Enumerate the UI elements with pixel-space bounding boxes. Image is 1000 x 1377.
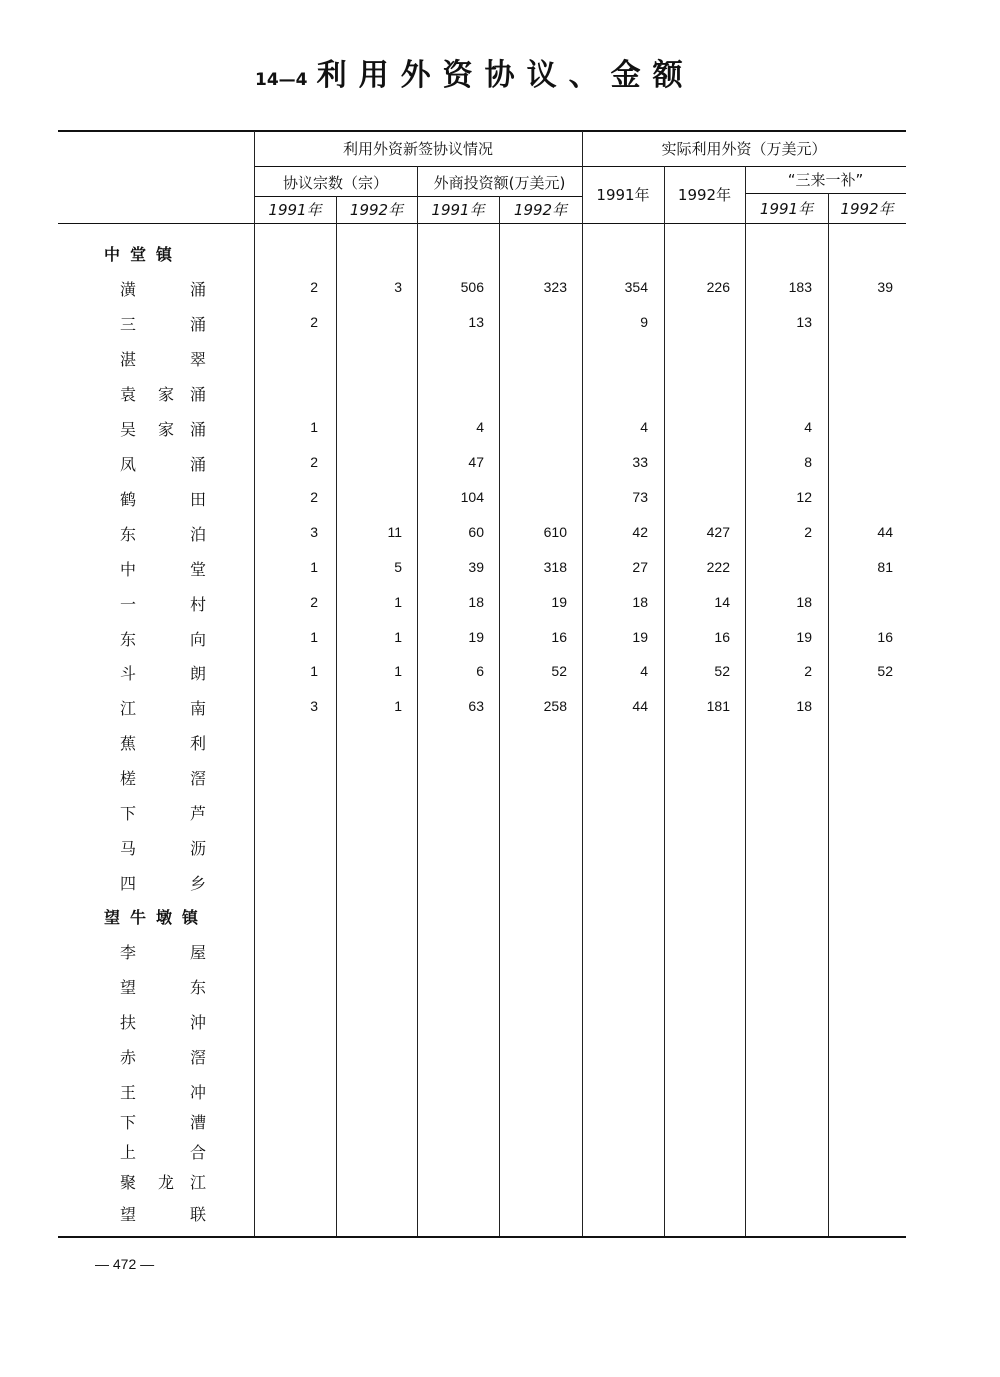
table-cell: 104 [460, 489, 484, 505]
row-name-char: 江 [120, 699, 137, 718]
header-new-agreements: 利用外资新签协议情况 [342, 140, 493, 158]
row-name-char: 沖 [190, 1013, 207, 1032]
table-cell: 18 [796, 594, 812, 610]
header-rule-years [254, 196, 582, 197]
table-cell: 1 [394, 663, 402, 679]
table-cell: 258 [543, 698, 567, 714]
row-name-char: 凤 [120, 455, 137, 474]
table-cell: 9 [640, 314, 648, 330]
section-label: 望牛墩镇 [104, 908, 209, 927]
row-name-char: 马 [120, 839, 137, 858]
table-cell: 1 [310, 663, 318, 679]
table-cell: 222 [706, 559, 730, 575]
header-invest-1991: 1991年 [431, 201, 485, 219]
row-name-char: 合 [190, 1143, 207, 1162]
table-cell: 19 [632, 629, 648, 645]
table-cell: 610 [543, 524, 567, 540]
column-rule-actual-1992 [664, 166, 665, 1236]
row-name-char: 涌 [190, 385, 207, 404]
header-invest-1992: 1992年 [513, 201, 568, 219]
page-number: — 472 — [95, 1256, 155, 1272]
table-cell: 2 [310, 314, 318, 330]
table-cell: 18 [632, 594, 648, 610]
row-name-char: 湛 [120, 350, 137, 369]
table-cell: 2 [310, 279, 318, 295]
column-rule-invest-1992 [499, 196, 500, 1236]
header-actual-use: 实际利用外资（万美元） [661, 140, 827, 158]
table-cell: 44 [632, 698, 648, 714]
table-cell: 1 [310, 559, 318, 575]
header-agreement-count: 协议宗数（宗） [282, 174, 388, 192]
table-cell: 2 [310, 489, 318, 505]
row-name-char: 四 [120, 874, 137, 893]
table-cell: 354 [624, 279, 648, 295]
row-name-char: 江 [190, 1173, 207, 1192]
table-cell: 39 [877, 279, 893, 295]
row-name-char: 龙 [158, 1173, 175, 1192]
column-rule-actual [582, 131, 583, 1236]
header-sanlai-1992: 1992年 [840, 200, 894, 218]
table-cell: 1 [394, 629, 402, 645]
row-name-char: 泊 [190, 525, 207, 544]
table-cell: 4 [640, 419, 648, 435]
table-cell: 3 [310, 698, 318, 714]
table-cell: 506 [460, 279, 484, 295]
table-cell: 27 [632, 559, 648, 575]
table-cell: 42 [632, 524, 648, 540]
row-name-char: 家 [158, 385, 175, 404]
header-bottom-rule [58, 223, 906, 224]
row-name-char: 下 [120, 804, 137, 823]
column-rule-sanlai-1992 [828, 193, 829, 1236]
row-name-char: 鹤 [120, 490, 137, 509]
table-cell: 47 [468, 454, 484, 470]
table-cell: 4 [640, 663, 648, 679]
row-name-char: 沥 [190, 839, 207, 858]
row-name-char: 利 [190, 734, 207, 753]
row-name-char: 漕 [190, 1113, 207, 1132]
row-name-char: 南 [190, 699, 207, 718]
row-name-char: 堂 [190, 560, 207, 579]
row-name-char: 东 [120, 525, 137, 544]
table-cell: 4 [476, 419, 484, 435]
row-name-char: 望 [120, 978, 137, 997]
row-name-char: 潢 [120, 280, 137, 299]
row-name-char: 涌 [190, 455, 207, 474]
row-name-char: 中 [120, 560, 137, 579]
row-name-char: 一 [120, 595, 137, 614]
table-cell: 2 [310, 594, 318, 610]
table-cell: 18 [468, 594, 484, 610]
section-label: 中堂镇 [104, 245, 183, 264]
row-name-char: 家 [158, 420, 175, 439]
row-name-char: 蕉 [120, 734, 137, 753]
table-cell: 1 [310, 419, 318, 435]
header-count-1992: 1992年 [349, 201, 404, 219]
row-name-char: 翠 [190, 350, 207, 369]
table-cell: 11 [387, 524, 402, 540]
table-cell: 44 [877, 524, 893, 540]
table-cell: 19 [796, 629, 812, 645]
header-actual-1991: 1991年 [596, 186, 650, 204]
table-cell: 73 [632, 489, 648, 505]
table-cell: 33 [632, 454, 648, 470]
row-name-char: 向 [190, 630, 207, 649]
table-cell: 1 [394, 594, 402, 610]
table-cell: 52 [714, 663, 730, 679]
row-name-char: 袁 [120, 385, 137, 404]
header-rule-sanlai [745, 193, 906, 194]
row-name-char: 斗 [120, 664, 137, 683]
table-cell: 318 [543, 559, 567, 575]
column-rule-invest [417, 166, 418, 1236]
table-cell: 81 [877, 559, 893, 575]
row-name-char: 田 [190, 490, 207, 509]
row-name-char: 下 [120, 1113, 137, 1132]
row-name-char: 村 [190, 595, 207, 614]
table-cell: 19 [551, 594, 567, 610]
table-cell: 5 [394, 559, 402, 575]
row-name-char: 联 [190, 1205, 207, 1224]
table-cell: 6 [476, 663, 484, 679]
table-cell: 1 [394, 698, 402, 714]
table-cell: 52 [877, 663, 893, 679]
table-cell: 8 [804, 454, 812, 470]
row-name-char: 冲 [190, 1083, 207, 1102]
row-name-char: 赤 [120, 1048, 137, 1067]
table-cell: 181 [706, 698, 730, 714]
table-cell: 226 [706, 279, 730, 295]
row-name-char: 李 [120, 943, 137, 962]
table-cell: 13 [796, 314, 812, 330]
row-name-char: 涌 [190, 315, 207, 334]
header-sanlai-yibu: “三来一补” [787, 171, 864, 189]
row-name-char: 涌 [190, 280, 207, 299]
table-cell: 4 [804, 419, 812, 435]
header-rule-group [254, 166, 906, 167]
row-name-char: 三 [120, 315, 137, 334]
row-name-char: 吴 [120, 420, 137, 439]
header-actual-1992: 1992年 [677, 186, 732, 204]
table-title: 利用外资协议、金额 [316, 58, 695, 93]
table-number: 14—4 [255, 70, 308, 90]
table-cell: 2 [804, 524, 812, 540]
header-count-1991: 1991年 [268, 201, 322, 219]
table-cell: 60 [468, 524, 484, 540]
table-cell: 19 [468, 629, 484, 645]
row-name-char: 东 [190, 978, 207, 997]
header-sanlai-1991: 1991年 [759, 200, 814, 218]
table-cell: 63 [468, 698, 484, 714]
row-name-char: 朗 [190, 664, 207, 683]
row-name-char: 聚 [120, 1173, 137, 1192]
table-cell: 13 [468, 314, 484, 330]
row-name-char: 王 [120, 1083, 137, 1102]
table-cell: 14 [714, 594, 730, 610]
table-cell: 3 [310, 524, 318, 540]
table-cell: 2 [310, 454, 318, 470]
table-cell: 16 [714, 629, 730, 645]
table-cell: 52 [551, 663, 567, 679]
row-name-char: 东 [120, 630, 137, 649]
row-name-char: 上 [120, 1143, 137, 1162]
table-cell: 16 [877, 629, 893, 645]
row-name-char: 扶 [120, 1013, 137, 1032]
table-cell: 1 [310, 629, 318, 645]
table-cell: 183 [788, 279, 812, 295]
row-name-char: 屋 [190, 943, 207, 962]
row-name-char: 芦 [190, 804, 207, 823]
row-name-char: 涌 [190, 420, 207, 439]
row-name-char: 滘 [190, 769, 207, 788]
column-rule-count-1992 [336, 196, 337, 1236]
table-cell: 16 [551, 629, 567, 645]
table-cell: 3 [394, 279, 402, 295]
table-bottom-rule [58, 1236, 906, 1238]
table-cell: 427 [706, 524, 730, 540]
row-name-char: 槎 [120, 769, 137, 788]
table-cell: 18 [796, 698, 812, 714]
page-title [255, 50, 725, 94]
row-name-char: 滘 [190, 1048, 207, 1067]
table-cell: 323 [543, 279, 567, 295]
row-name-char: 望 [120, 1205, 137, 1224]
column-rule-sanlai [745, 166, 746, 1236]
table-cell: 2 [804, 663, 812, 679]
row-name-char: 乡 [190, 874, 207, 893]
table-top-rule [58, 130, 906, 132]
header-foreign-investment: 外商投资额(万美元) [433, 174, 566, 192]
table-cell: 12 [796, 489, 812, 505]
table-cell: 39 [468, 559, 484, 575]
column-rule-stub [254, 131, 255, 1236]
